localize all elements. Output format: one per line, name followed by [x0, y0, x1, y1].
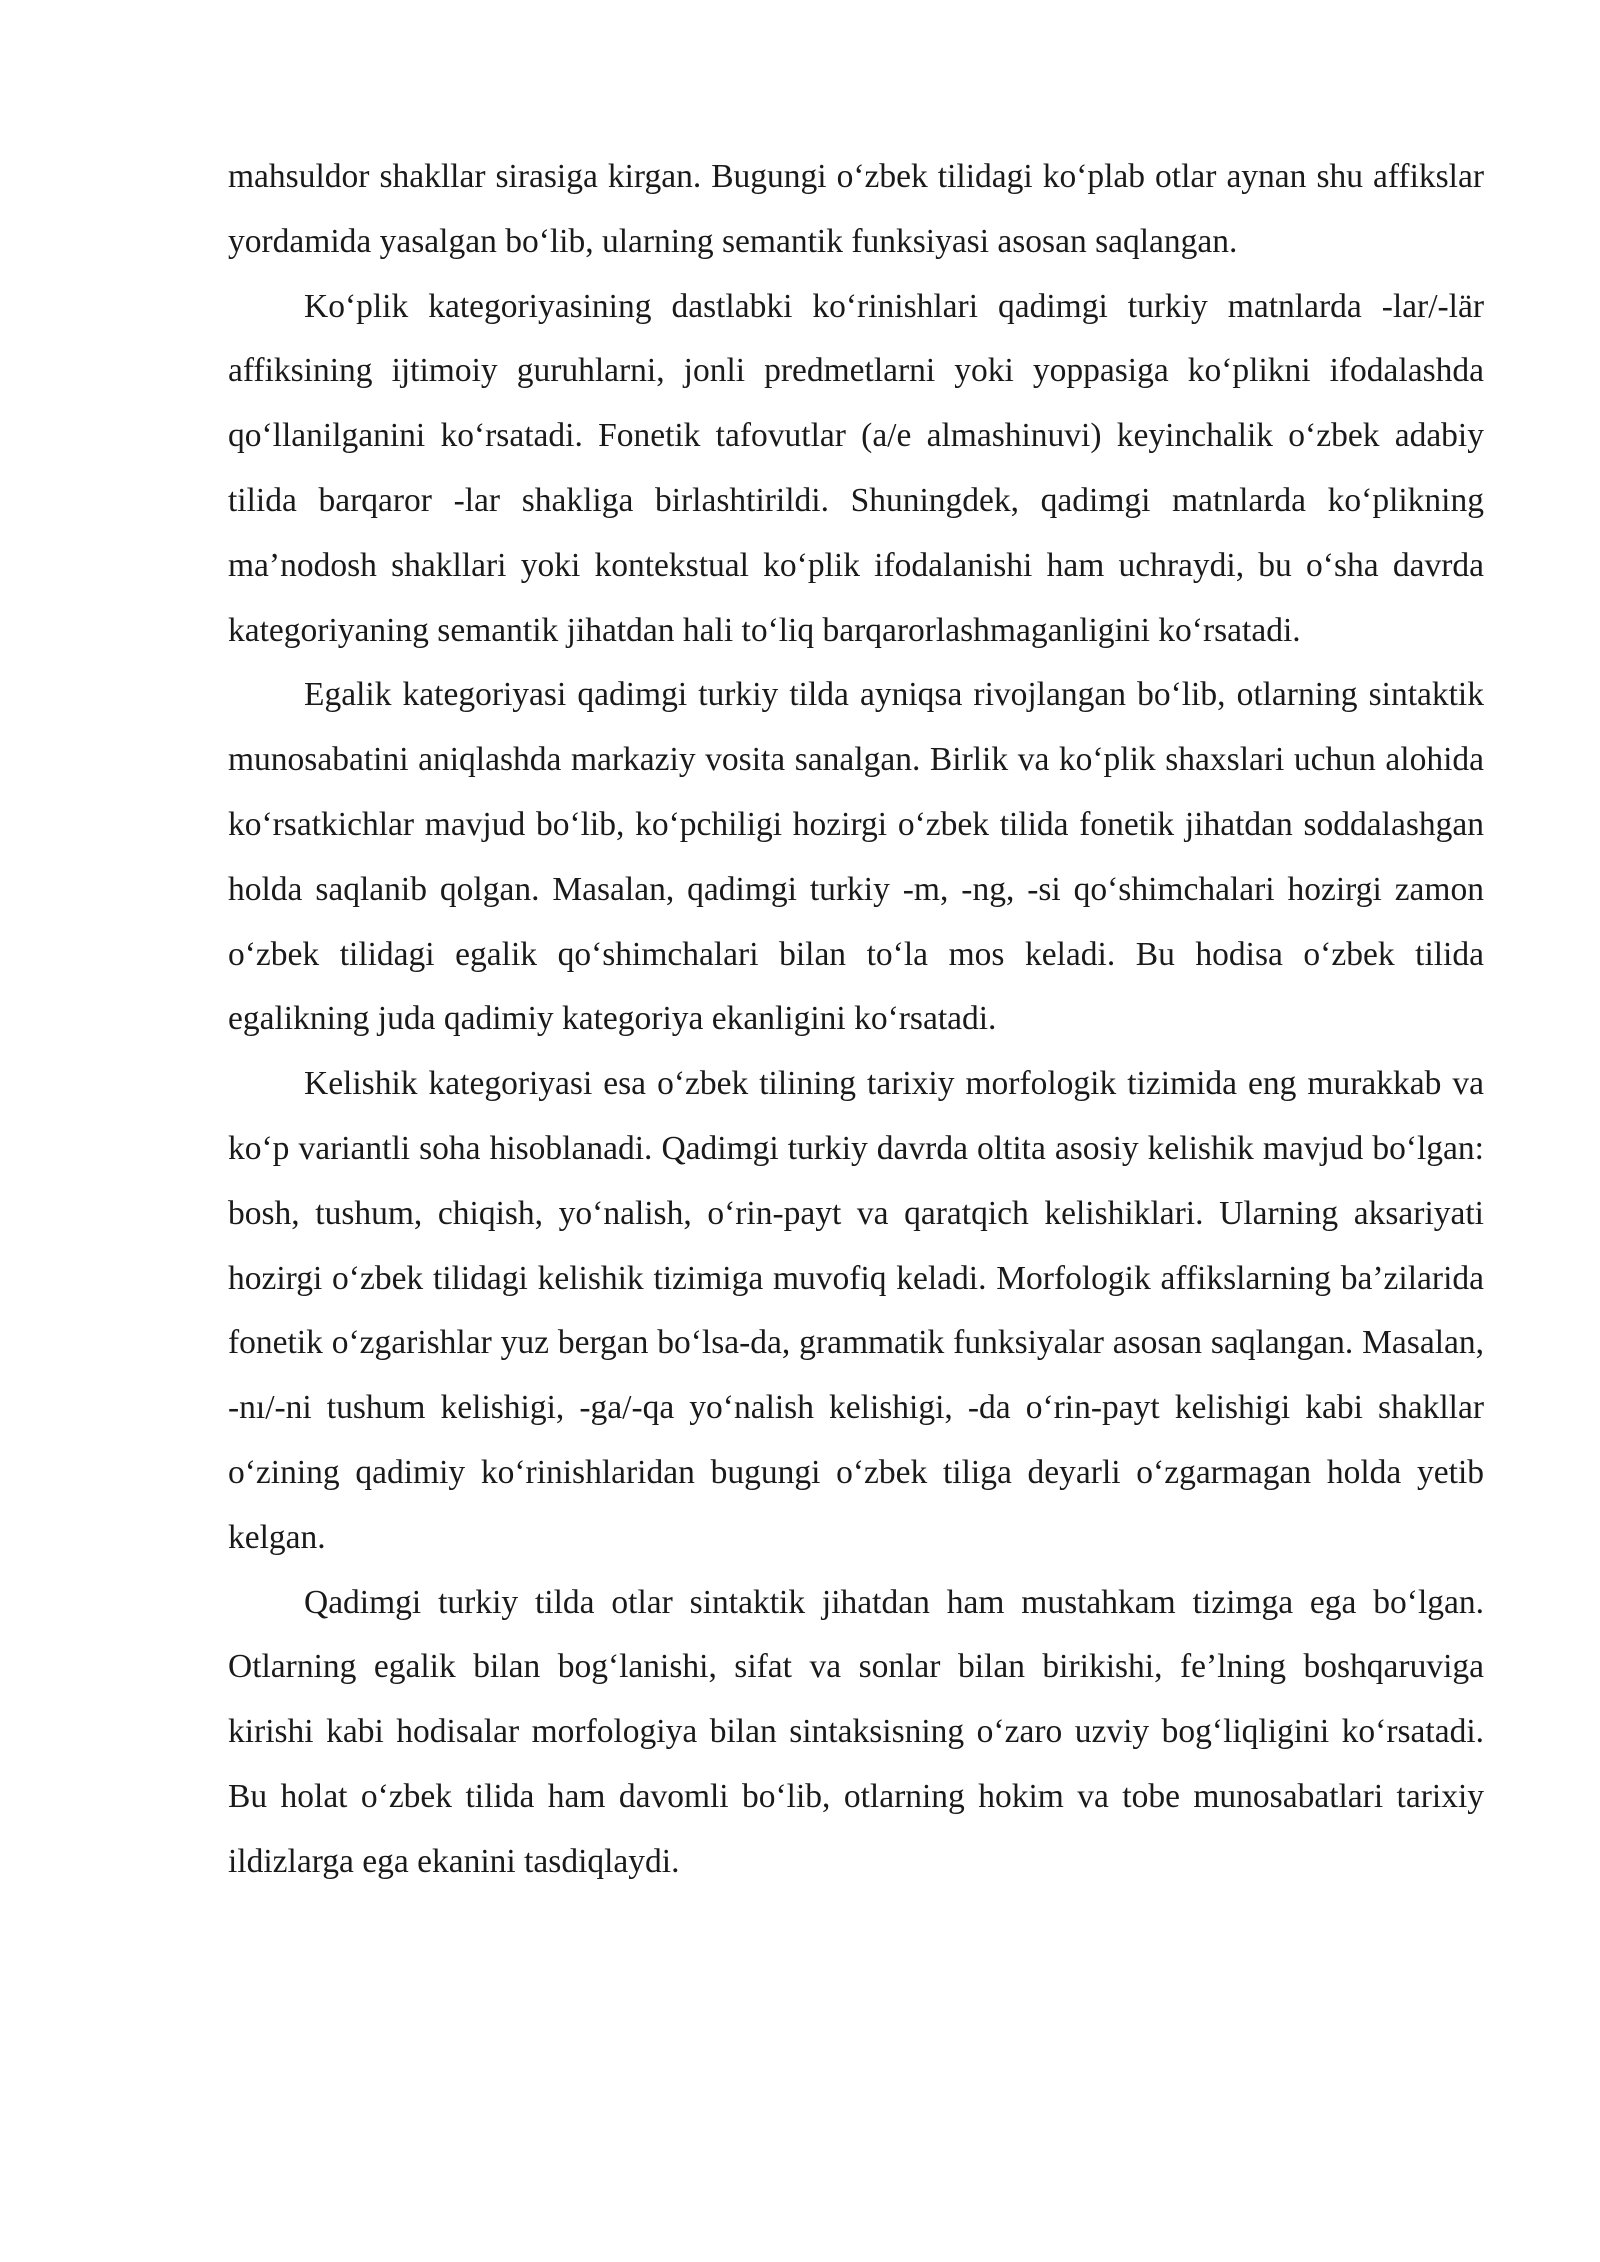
paragraph-continuation: mahsuldor shakllar sirasiga kirgan. Bugungi o‘zbek tilidagi ko‘plab otlar aynan shu affikslar yordamida yasalgan bo‘lib, ularning semantik funksiyasi asosan saqlangan.: [228, 158, 1484, 260]
paragraph-syntax: Qadimgi turkiy tilda otlar sintaktik jihatdan ham mustahkam tizimga ega bo‘lgan. Otlarning egalik bilan bog‘lanishi, sifat va sonlar bilan birikishi, fe’lning boshqaruviga kirishi kabi hodisalar morfologiya bilan sintaksisning o‘zaro uzviy bog‘liqligini ko‘rsatadi. Bu holat o‘zbek tilida ham davomli bo‘lib, otlarning hokim va tobe munosabatlari tarixiy ildizlarga ega ekanini tasdiqlaydi.: [228, 1583, 1484, 1880]
paragraph-case-category: Kelishik kategoriyasi esa o‘zbek tilining tarixiy morfologik tizimida eng murakkab va ko‘p variantli soha hisoblanadi. Qadimgi turkiy davrda oltita asosiy kelishik mavjud bo‘lgan: bosh, tushum, chiqish, yo‘nalish, o‘rin-payt va qaratqich kelishiklari. Ularning aksariyati hozirgi o‘zbek tilidagi kelishik tizimiga muvofiq keladi. Morfologik affikslarning ba’zilarida fonetik o‘zgarishlar yuz bergan bo‘lsa-da, grammatik funksiyalar asosan saqlangan. Masalan, -nı/-ni tushum kelishigi, -ga/-qa yo‘nalish kelishigi, -da o‘rin-payt kelishigi kabi shakllar o‘zining qadimiy ko‘rinishlaridan bugungi o‘zbek tiliga deyarli o‘zgarmagan holda yetib kelgan.: [228, 1065, 1484, 1556]
paragraph-plural-category: Ko‘plik kategoriyasining dastlabki ko‘rinishlari qadimgi turkiy matnlarda -lar/-lär affiksining ijtimoiy guruhlarni, jonli predmetlarni yoki yoppasiga ko‘plikni ifodalashda qo‘llanilganini ko‘rsatadi. Fonetik tafovutlar (a/e almashinuvi) keyinchalik o‘zbek adabiy tilida barqaror -lar shakliga birlashtirildi. Shuningdek, qadimgi matnlarda ko‘plikning ma’nodosh shakllari yoki kontekstual ko‘plik ifodalanishi ham uchraydi, bu o‘sha davrda kategoriyaning semantik jihatdan hali to‘liq barqarorlashmaganligini ko‘rsatadi.: [228, 287, 1484, 649]
document-body: [228, 145, 1484, 1895]
paragraph-possessive-category: Egalik kategoriyasi qadimgi turkiy tilda ayniqsa rivojlangan bo‘lib, otlarning sintaktik munosabatini aniqlashda markaziy vosita sanalgan. Birlik va ko‘plik shaxslari uchun alohida ko‘rsatkichlar mavjud bo‘lib, ko‘pchiligi hozirgi o‘zbek tilida fonetik jihatdan soddalashgan holda saqlanib qolgan. Masalan, qadimgi turkiy -m, -ng, -si qo‘shimchalari hozirgi zamon o‘zbek tilidagi egalik qo‘shimchalari bilan to‘la mos keladi. Bu hodisa o‘zbek tilida egalikning juda qadimiy kategoriya ekanligini ko‘rsatadi.: [228, 676, 1484, 1038]
